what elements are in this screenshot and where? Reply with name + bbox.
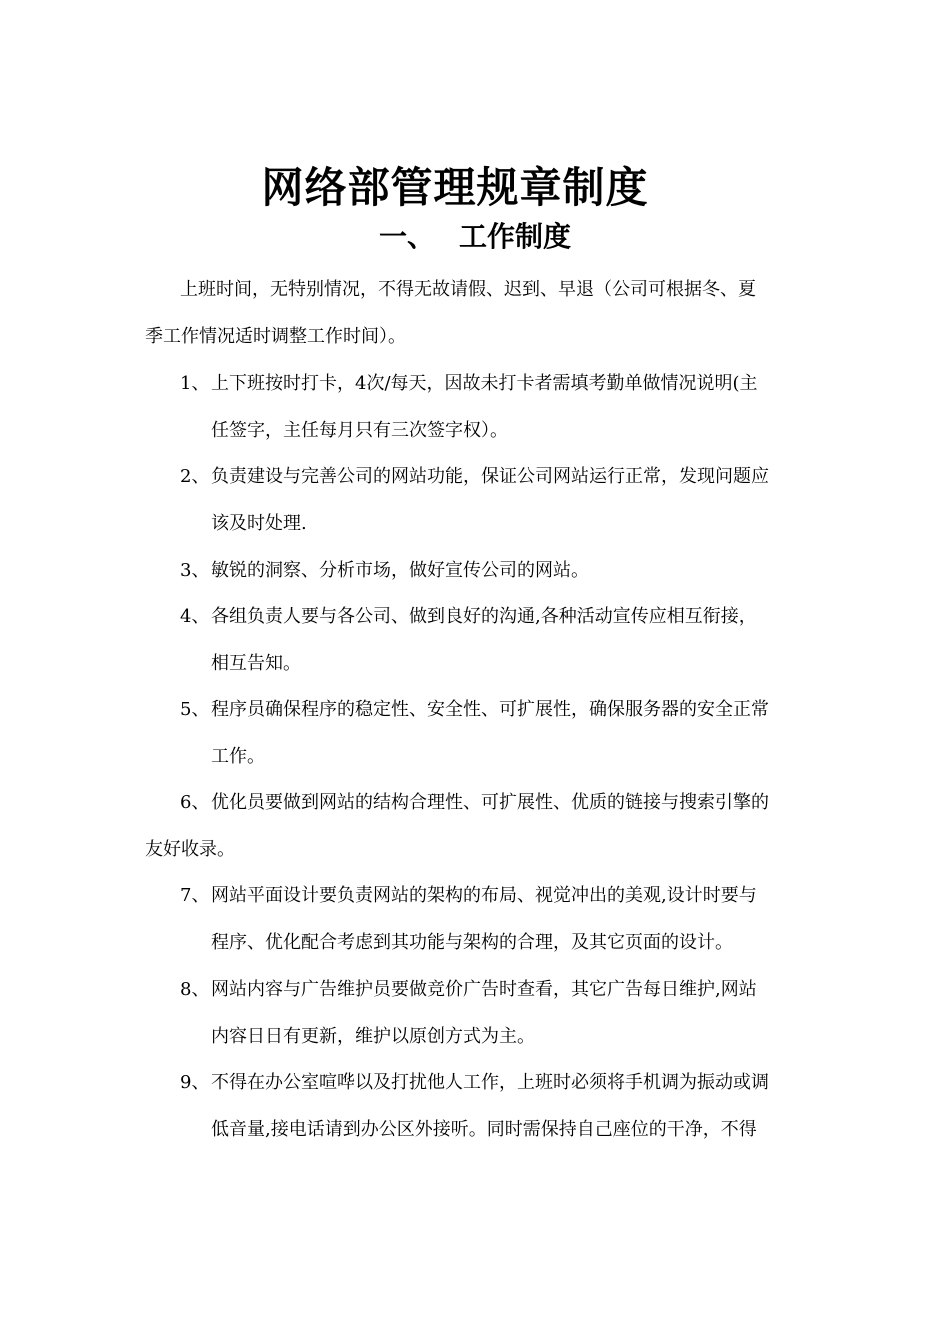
list-item-number: 8、 (180, 979, 210, 1000)
list-item-text-line-2: 相互告知。 (211, 653, 301, 674)
list-item-number: 9、 (180, 1072, 210, 1093)
intro-line-1: 上班时间，无特别情况，不得无故请假、迟到、早退（公司可根据冬、夏 (180, 279, 756, 300)
list-item-text-line-2: 低音量,接电话请到办公区外接听。同时需保持自己座位的干净，不得 (211, 1119, 757, 1140)
list-item-text-line-2: 任签字，主任每月只有三次签字权）。 (211, 420, 508, 441)
list-item-number: 3、 (180, 560, 210, 581)
list-item-number: 2、 (180, 466, 210, 487)
list-item-text-line-1: 不得在办公室喧哗以及打扰他人工作，上班时必须将手机调为振动或调 (211, 1072, 769, 1093)
section-heading (0, 216, 950, 258)
document-title: 网络部管理规章制度 (261, 163, 649, 212)
list-item-text-line-2: 友好收录。 (145, 839, 235, 860)
list-item-text-line-1: 各组负责人要与各公司、做到良好的沟通,各种活动宣传应相互衔接， (211, 606, 757, 627)
list-item-text-line-2: 该及时处理. (211, 513, 307, 534)
list-item-number: 4、 (180, 606, 210, 627)
list-item-text-line-2: 程序、优化配合考虑到其功能与架构的合理，及其它页面的设计。 (211, 932, 733, 953)
list-item-number: 7、 (180, 885, 210, 906)
list-item-text-line-1: 敏锐的洞察、分析市场，做好宣传公司的网站。 (211, 560, 589, 581)
list-item-text-line-1: 网站内容与广告维护员要做竞价广告时查看，其它广告每日维护,网站 (211, 979, 757, 1000)
list-item-text-line-1: 网站平面设计要负责网站的架构的布局、视觉冲出的美观,设计时要与 (211, 885, 757, 906)
list-item-number: 1、 (180, 373, 210, 394)
list-item-number: 6、 (180, 792, 210, 813)
list-item-text-line-1: 程序员确保程序的稳定性、安全性、可扩展性，确保服务器的安全正常 (211, 699, 769, 720)
list-item-text-line-1: 上下班按时打卡，4次/每天，因故未打卡者需填考勤单做情况说明(主 (211, 373, 758, 394)
list-item-text-line-2: 内容日日有更新，维护以原创方式为主。 (211, 1026, 535, 1047)
list-item-text-line-2: 工作。 (211, 746, 265, 767)
list-item-text-line-1: 优化员要做到网站的结构合理性、可扩展性、优质的链接与搜索引擎的 (211, 792, 769, 813)
list-item-text-line-1: 负责建设与完善公司的网站功能，保证公司网站运行正常，发现问题应 (211, 466, 769, 487)
intro-line-2: 季工作情况适时调整工作时间）。 (145, 326, 406, 347)
list-item-number: 5、 (180, 699, 210, 720)
section-label: 工作制度 (459, 220, 572, 253)
section-number: 一、 (378, 220, 435, 253)
